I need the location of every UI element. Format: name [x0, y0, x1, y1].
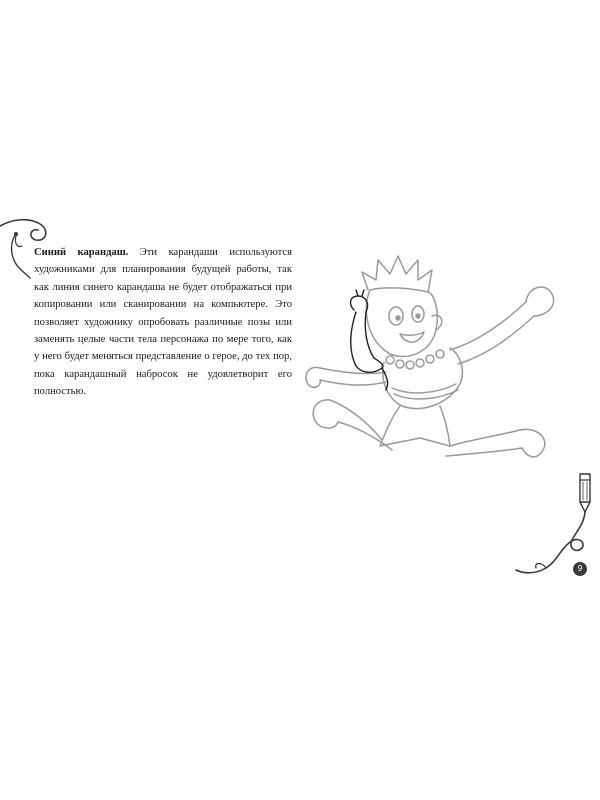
pencil-swirl-ornament-icon — [512, 470, 600, 582]
body-paragraph — [34, 244, 292, 401]
paragraph-text: Эти карандаши используются художниками для планирования будущей работы, так как линия синего карандаша не будет отображаться при копировании или сканировании на компьютере. Это позволяет художнику опробовать различные позы или заменять целые части тела персонажа по мере того, как у него будет меняться представление о герое, до тех пор, пока карандашный набросок не удовлетворит его полностью. — [34, 247, 292, 398]
character-sketch-illustration — [300, 250, 562, 472]
page-number-badge: 9 — [573, 562, 587, 576]
paragraph-lead: Синий карандаш. — [34, 247, 129, 258]
